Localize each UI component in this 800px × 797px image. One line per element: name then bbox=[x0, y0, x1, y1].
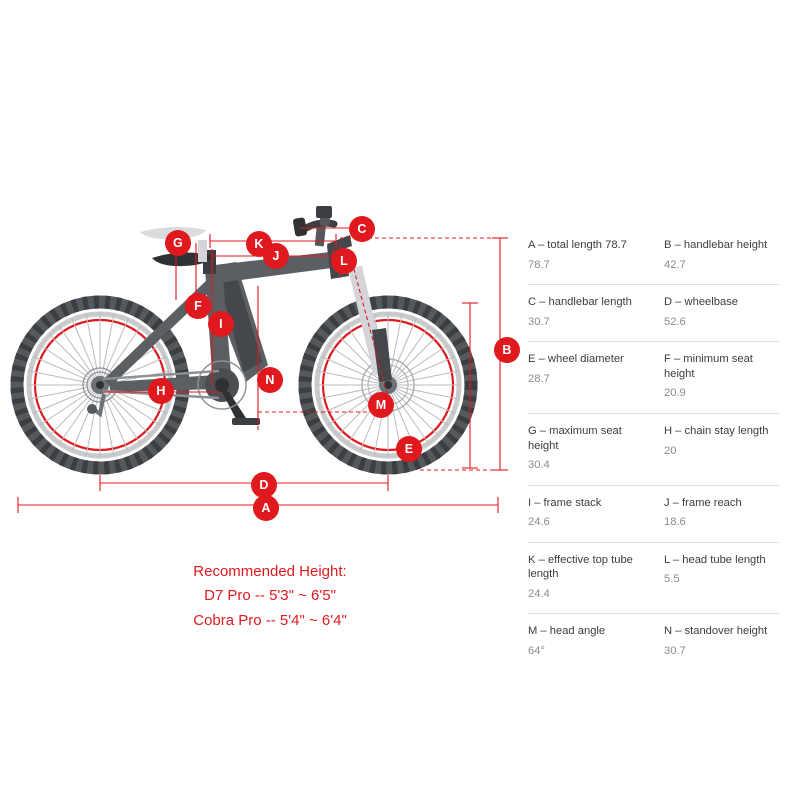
table-row bbox=[528, 342, 780, 414]
spec-cell-i bbox=[528, 486, 654, 542]
spec-value: 30.4 bbox=[528, 459, 550, 472]
table-row bbox=[528, 614, 780, 670]
table-row bbox=[528, 486, 780, 543]
spec-label: C – handlebar length bbox=[528, 296, 632, 309]
spec-cell-j bbox=[654, 486, 780, 542]
badge-H: H bbox=[148, 378, 174, 404]
table-row bbox=[528, 285, 780, 342]
spec-cell-n bbox=[654, 614, 780, 670]
spec-label: J – frame reach bbox=[664, 496, 742, 509]
spec-label: F – minimum seat height bbox=[664, 353, 753, 380]
recommended-height-cobrapro: Cobra Pro -- 5'4" ~ 6'4" bbox=[193, 611, 347, 629]
badge-M: M bbox=[368, 392, 394, 418]
spec-cell-d bbox=[654, 285, 780, 341]
spec-cell-b bbox=[654, 228, 780, 284]
spec-value: 52.6 bbox=[664, 315, 686, 328]
spec-label: D – wheelbase bbox=[664, 296, 739, 309]
badge-N: N bbox=[257, 367, 283, 393]
spec-value: 24.6 bbox=[528, 516, 550, 529]
spec-cell-f bbox=[654, 342, 780, 413]
spec-label: G – maximum seat height bbox=[528, 424, 622, 452]
spec-value: 42.7 bbox=[664, 258, 686, 271]
spec-label: K – effective top tube length bbox=[528, 553, 633, 581]
spec-cell-a bbox=[528, 228, 654, 284]
spec-cell-g bbox=[528, 414, 654, 485]
spec-cell-k bbox=[528, 543, 654, 614]
spec-cell-m bbox=[528, 614, 654, 670]
badge-E: E bbox=[396, 436, 422, 462]
badge-I: I bbox=[208, 311, 234, 337]
spec-table bbox=[528, 228, 780, 671]
spec-label: B – handlebar height bbox=[664, 239, 768, 251]
spec-label: N – standover height bbox=[664, 625, 768, 638]
spec-value: 78.7 bbox=[528, 258, 550, 271]
spec-label: M – head angle bbox=[528, 625, 606, 638]
badge-A: A bbox=[253, 495, 279, 521]
spec-value: 30.7 bbox=[664, 645, 686, 657]
spec-cell-h bbox=[654, 414, 780, 485]
table-row bbox=[528, 228, 780, 285]
badge-C: C bbox=[349, 216, 375, 242]
spec-value: 64° bbox=[528, 645, 545, 657]
recommended-height-d7pro: D7 Pro -- 5'3" ~ 6'5" bbox=[204, 587, 336, 605]
spec-label: L – head tube length bbox=[664, 553, 766, 566]
table-row bbox=[528, 543, 780, 615]
spec-cell-c bbox=[528, 285, 654, 341]
table-row bbox=[528, 414, 780, 486]
recommended-height-heading: Recommended Height: bbox=[193, 563, 347, 580]
spec-label: H – chain stay length bbox=[664, 424, 769, 437]
badge-L: L bbox=[331, 248, 357, 274]
spec-label: I – frame stack bbox=[528, 496, 602, 509]
spec-cell-e bbox=[528, 342, 654, 413]
badge-D: D bbox=[251, 472, 277, 498]
spec-value: 5.5 bbox=[664, 573, 680, 586]
badge-K: K bbox=[246, 231, 272, 257]
spec-value: 30.7 bbox=[528, 315, 550, 328]
spec-label: A – total length 78.7 bbox=[528, 239, 627, 251]
recommended-height-block bbox=[120, 560, 420, 633]
spec-value: 18.6 bbox=[664, 516, 686, 529]
spec-value: 20.9 bbox=[664, 387, 686, 400]
badge-F: F bbox=[185, 293, 211, 319]
spec-value: 20 bbox=[664, 444, 677, 457]
badge-J: J bbox=[263, 243, 289, 269]
spec-value: 28.7 bbox=[528, 372, 550, 385]
spec-value: 24.4 bbox=[528, 587, 550, 600]
spec-cell-l bbox=[654, 543, 780, 614]
spec-label: E – wheel diameter bbox=[528, 353, 624, 366]
badge-G: G bbox=[165, 230, 191, 256]
badge-B: B bbox=[494, 337, 520, 363]
